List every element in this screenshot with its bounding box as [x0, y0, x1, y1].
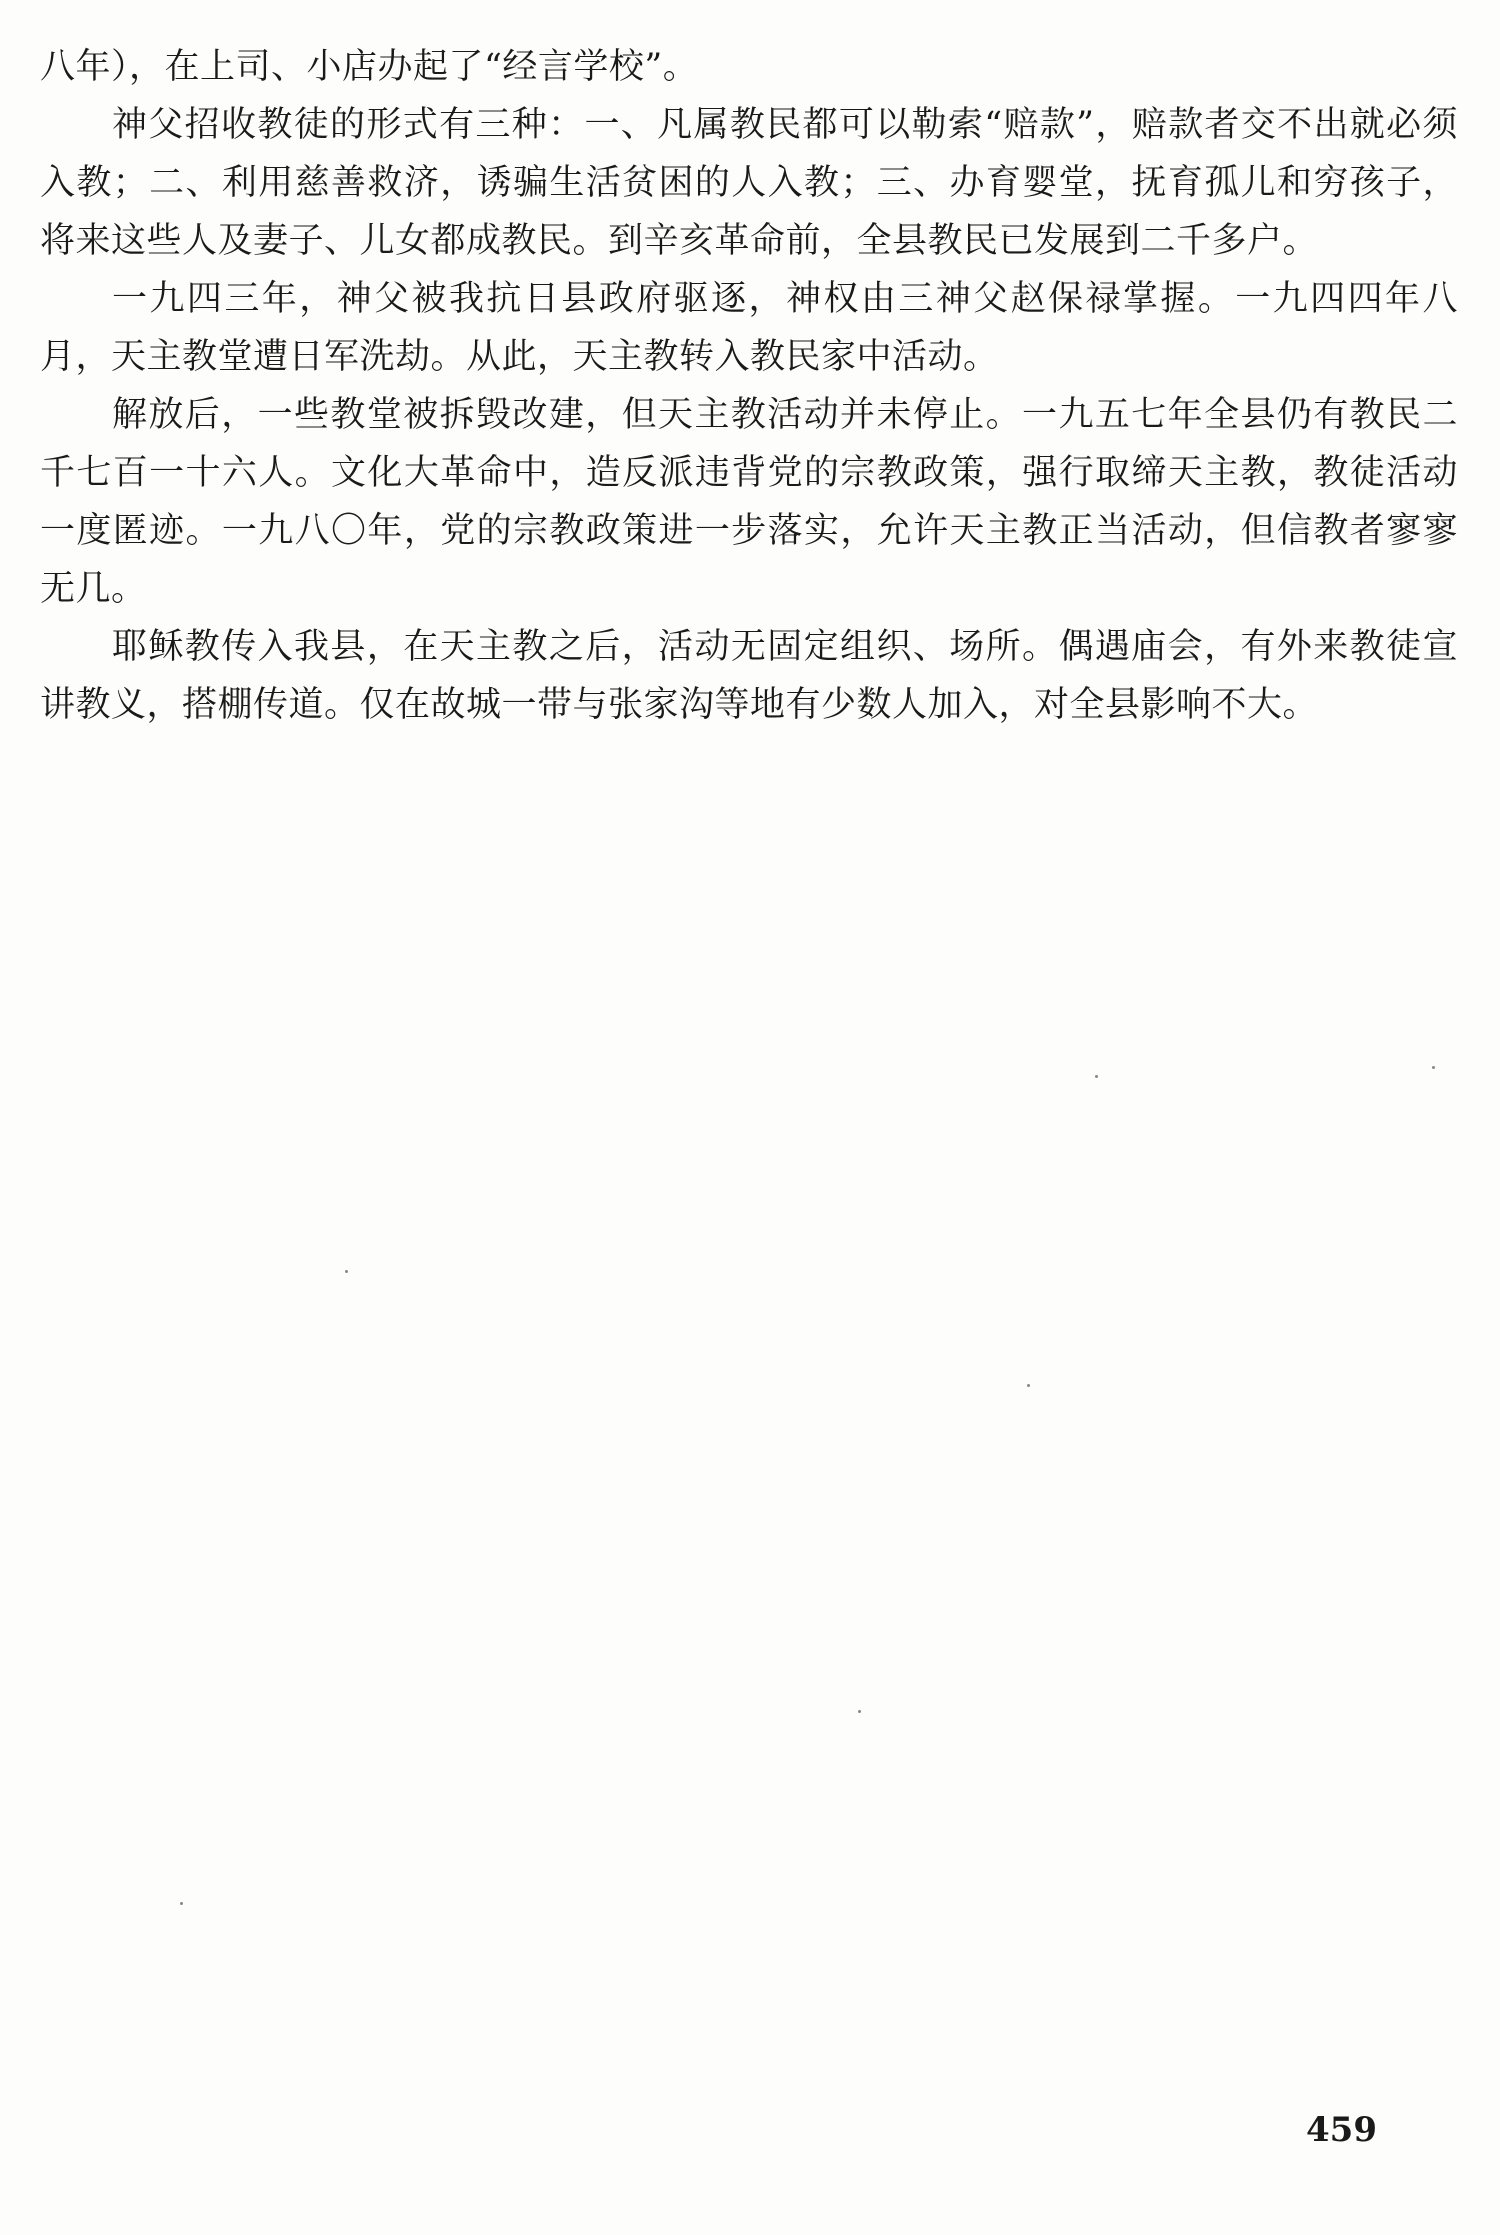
page-number: 459: [1306, 2110, 1377, 2150]
scan-speck: [1095, 1075, 1098, 1078]
paragraph-recruitment-methods: 神父招收教徒的形式有三种：一、凡属教民都可以勒索“赔款”，赔款者交不出就必须入教；二、利用慈善救济，诱骗生活贫困的人入教；三、办育婴堂，抚育孤儿和穷孩子，将来这些人及妻子、儿女都成教民。到辛亥革命前，全县教民已发展到二千多户。: [40, 105, 1458, 261]
paragraph-protestantism: 耶稣教传入我县，在天主教之后，活动无固定组织、场所。偶遇庙会，有外来教徒宣讲教义，搭棚传道。仅在故城一带与张家沟等地有少数人加入，对全县影响不大。: [40, 627, 1458, 725]
scan-speck: [1027, 1384, 1030, 1387]
scan-speck: [180, 1902, 183, 1905]
scan-speck: [345, 1270, 348, 1273]
scan-speck: [858, 1710, 861, 1713]
paragraph-continuation: 八年），在上司、小店办起了“经言学校”。: [40, 47, 699, 87]
paragraph-after-liberation: 解放后，一些教堂被拆毁改建，但天主教活动并未停止。一九五七年全县仍有教民二千七百一十六人。文化大革命中，造反派违背党的宗教政策，强行取缔天主教，教徒活动一度匿迹。一九八〇年，党的宗教政策进一步落实，允许天主教正当活动，但信教者寥寥无几。: [40, 395, 1458, 609]
body-text: [40, 38, 1458, 734]
paragraph-1943: 一九四三年，神父被我抗日县政府驱逐，神权由三神父赵保禄掌握。一九四四年八月，天主教堂遭日军洗劫。从此，天主教转入教民家中活动。: [40, 279, 1458, 377]
scan-speck: [1432, 1066, 1435, 1069]
